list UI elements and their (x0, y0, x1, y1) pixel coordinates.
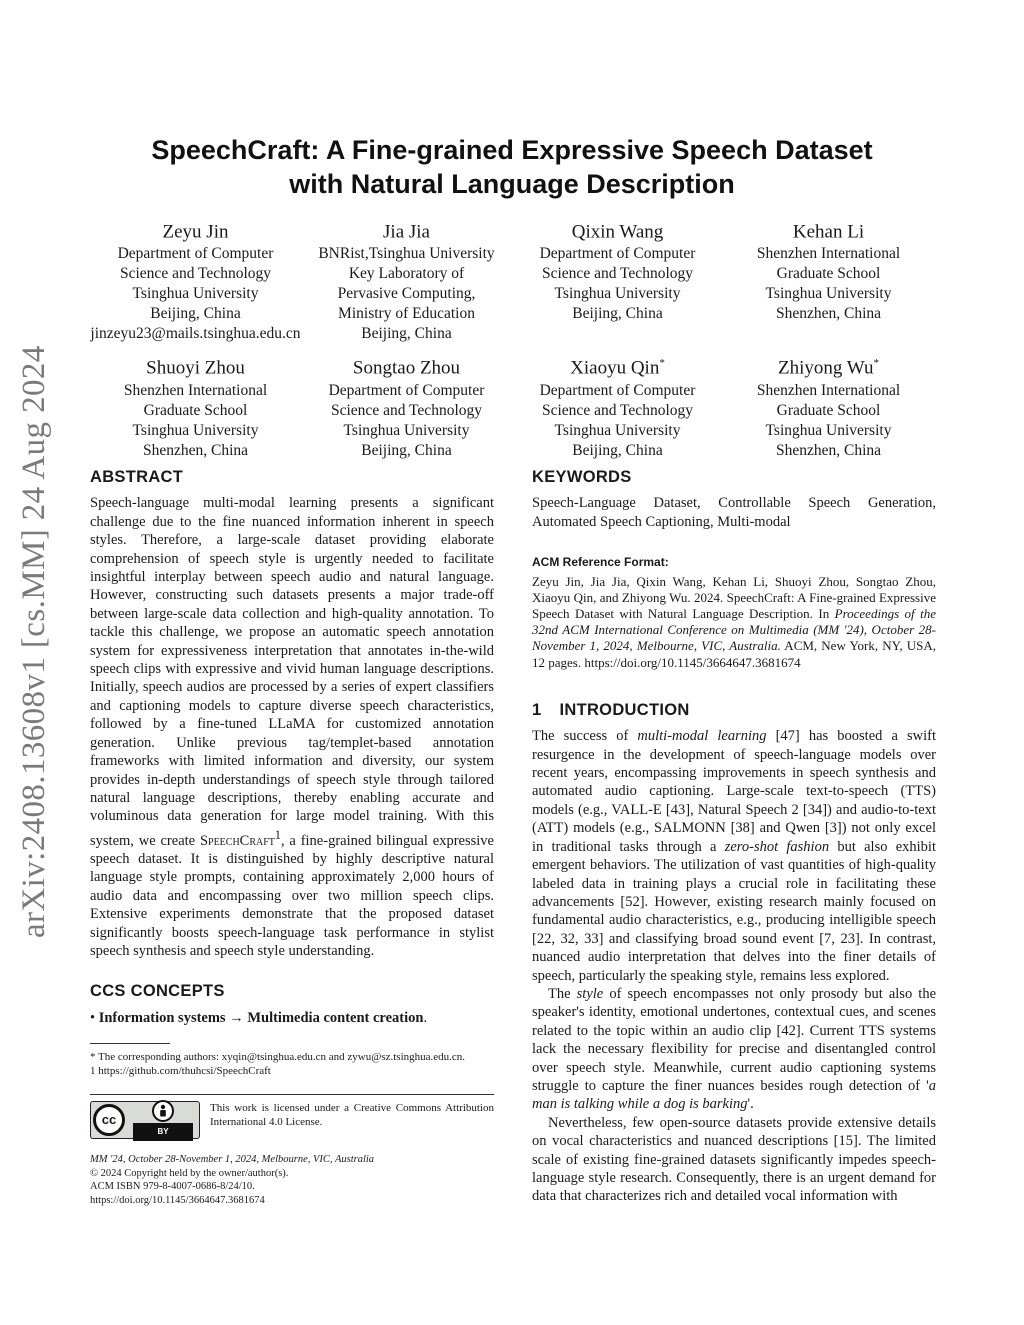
affiliation-line: Tsinghua University (343, 421, 470, 439)
dataset-name: SpeechCraft (199, 832, 275, 849)
affiliation-line: Shenzhen, China (775, 305, 882, 323)
affiliation-line: Department of Computer (539, 381, 696, 399)
abstract-heading: ABSTRACT (90, 468, 184, 486)
person-icon (152, 1100, 174, 1122)
affiliation-line: Beijing, China (361, 325, 452, 343)
affiliation-line: Tsinghua University (554, 285, 681, 303)
affiliation-line: Science and Technology (120, 265, 271, 283)
author (301, 352, 512, 460)
license-block (90, 1094, 494, 1139)
affiliation-line: BNRist,Tsinghua University (318, 245, 495, 263)
affiliation-line: Science and Technology (331, 401, 482, 419)
affiliation-line: Shenzhen International (123, 381, 268, 399)
affiliation-line: Shenzhen International (756, 381, 901, 399)
isbn: ACM ISBN 979-8-4007-0686-8/24/10. (90, 1181, 255, 1193)
affiliation-line: Tsinghua University (132, 285, 259, 303)
author-block (90, 216, 934, 461)
affiliation-line: Beijing, China (150, 305, 241, 323)
affiliation-line: Science and Technology (542, 265, 693, 283)
author-name: Qixin Wang (571, 221, 664, 243)
affiliation-line: Beijing, China (572, 305, 663, 323)
footnote-ref[interactable]: 1 (274, 827, 281, 842)
ccs-heading: CCS CONCEPTS (90, 982, 225, 1001)
affiliation-line: Graduate School (776, 265, 881, 283)
license-text: This work is licensed under a Creative Commons Attribution International 4.0 License. (210, 1102, 494, 1129)
author-name: Zeyu Jin (162, 221, 229, 243)
affiliation-line: Department of Computer (117, 245, 274, 263)
affiliation-line: Shenzhen, China (142, 441, 249, 459)
affiliation-line: Shenzhen International (756, 245, 901, 263)
author-name: Kehan Li (792, 221, 865, 243)
intro-paragraph-1: The success of multi-modal learning [47] has boosted a swift resurgence in the development of speech-language models over recent years, encompassing improvements in speech synthesis and automated audio captioning. Large-scale text-to-speech (TTS) models (e.g., VALL-E [43], Natural Speech 2 [34]) and audio-to-text (ATT) models (e.g., SALMONN [38] and Qwen [3]) not only excel in traditional tasks through a zero-shot fashion but also exhibit emergent behaviors. The utilization of vast quantities of high-quality labeled data in training plays a crucial role in facilitating these advancements [52]. However, existing research mainly focused on fundamental audio characteristics, e.g., producing intelligible speech [22, 32, 33] and classifying broad sound event [7, 23]. In contrast, nuanced audio interpretation that delves into the finer details of speech, particularly the speaking style, remains less explored. (532, 728, 937, 984)
author (90, 352, 301, 460)
keywords-text: Speech-Language Dataset, Controllable Speech Generation, Automated Speech Captioning, Multi-modal (532, 495, 936, 530)
affiliation-line: Tsinghua University (765, 285, 892, 303)
publication-info (90, 1153, 494, 1207)
author-name: Xiaoyu Qin (570, 357, 660, 379)
footnote-link[interactable]: 1 https://github.com/thuhcsi/SpeechCraft (90, 1065, 271, 1078)
paper-title (90, 133, 934, 201)
intro-paragraph-3: Nevertheless, few open-source datasets provide extensive details on vocal characteristics and nuanced descriptions [15]. The limited scale of existing fine-grained datasets significantly impedes speech-language style research. Consequently, there is an urgent demand for data that characterizes rich and detailed vocal information with (532, 1114, 936, 1205)
affiliation-line: Department of Computer (539, 245, 696, 263)
ccs-concept: • Information systems → Multimedia content creation. (90, 1009, 428, 1026)
arxiv-identifier: arXiv:2408.13608v1 [cs.MM] 24 Aug 2024 (16, 345, 52, 938)
author (512, 216, 723, 344)
affiliation-line: Science and Technology (542, 401, 693, 419)
acm-reference-text: Zeyu Jin, Jia Jia, Qixin Wang, Kehan Li, Shuoyi Zhou, Songtao Zhou, Xiaoyu Qin, and Zhiyong Wu. 2024. SpeechCraft: A Fine-grained Expressive Speech Dataset with Natural Language Description. In Proceedings of the 32nd ACM International Conference on Multimedia (MM '24), October 28-November 1, 2024, Melbourne, VIC, Australia. ACM, New York, NY, USA, 12 pages. https://doi.org/10.1145/3664647.3681674 (532, 573, 936, 670)
affiliation-line: Shenzhen, China (775, 441, 882, 459)
affiliation-line: Graduate School (143, 401, 248, 419)
footnote-rule (90, 1043, 170, 1044)
author (90, 216, 301, 344)
corresponding-mark: * (873, 357, 879, 370)
author (723, 216, 934, 344)
author-name: Songtao Zhou (352, 357, 461, 379)
affiliation-line: Key Laboratory of (348, 265, 465, 283)
author-row-2 (90, 352, 934, 460)
author (512, 352, 723, 460)
author-name: Jia Jia (383, 221, 430, 243)
affiliation-line: Tsinghua University (132, 421, 259, 439)
cc-by-badge[interactable] (90, 1101, 200, 1139)
footnote-corresponding: * The corresponding authors: xyqin@tsinghua.edu.cn and zywu@sz.tsinghua.edu.cn. (90, 1051, 466, 1064)
abstract-text: Speech-language multi-modal learning presents a significant challenge due to the fine nuanced information inherent in speech styles. Therefore, a large-scale dataset providing elaborate comprehension of speech style is urgently needed to facilitate insightful interplay between speech audio and natural language. However, constructing such datasets presents a major trade-off between large-scale data collection and high-quality annotation. To tackle this challenge, we propose an automatic speech annotation system for expressiveness interpretation that annotates in-the-wild speech clips with expressive and vivid human language descriptions. Initially, speech audios are processed by a series of expert classifiers and captioning models to capture diverse speech characteristics, followed by a fine-tuned LLaMA for customized annotation generation. Unlike previous tag/templet-based annotation frameworks with limited information and diversity, our system provides in-depth understandings of speech style through tailored natural language descriptions, thereby enabling accurate and voluminous data generation for large model training. With this system, we create SpeechCraft$^1$, a fine-grained bilingual expressive speech dataset. It is distinguished by highly descriptive natural language style prompts, containing approximately 2,000 hours of audio data and encompassing over two million speech clips. Extensive experiments demonstrate that the proposed dataset significantly boosts speech-language task performance in stylist speech synthesis and speech style understanding. (90, 495, 494, 959)
author-name: Zhiyong Wu (778, 357, 874, 379)
affiliation-line: Beijing, China (572, 441, 663, 459)
affiliation-line: Tsinghua University (554, 421, 681, 439)
affiliation-line: Department of Computer (328, 381, 485, 399)
title-line-2: with Natural Language Description (289, 169, 735, 199)
author-email[interactable]: jinzeyu23@mails.tsinghua.edu.cn (90, 325, 301, 343)
introduction-heading: 1 INTRODUCTION (532, 700, 690, 719)
affiliation-line: Pervasive Computing, (337, 285, 476, 303)
by-label: BY (133, 1123, 193, 1141)
intro-paragraph-2: The style of speech encompasses not only prosody but also the speaker's identity, emotional undertones, contextual cues, and scenes related to the topic within an audio clip [42]. Current TTS systems lack the necessary flexibility for precise and disentangled control over speech style. Meanwhile, current audio captioning systems struggle to capture the finer nuances besides rough detection of 'a man is talking while a dog is barking'. (532, 985, 937, 1113)
cc-icon: cc (93, 1104, 125, 1136)
venue: MM '24, October 28-November 1, 2024, Melbourne, VIC, Australia (90, 1154, 375, 1166)
copyright: © 2024 Copyright held by the owner/author(s). (90, 1167, 289, 1179)
keywords-heading: KEYWORDS (532, 468, 632, 486)
left-column (90, 468, 494, 1207)
affiliation-line: Ministry of Education (338, 305, 475, 323)
author (723, 352, 934, 460)
right-column (532, 468, 936, 1206)
acm-reference-label: ACM Reference Format: (532, 555, 669, 570)
author-name: Shuoyi Zhou (146, 357, 245, 379)
doi-link[interactable]: https://doi.org/10.1145/3664647.3681674 (90, 1194, 265, 1206)
affiliation-line: Tsinghua University (765, 421, 892, 439)
author (301, 216, 512, 344)
affiliation-line: Beijing, China (361, 441, 452, 459)
author-row-1 (90, 216, 934, 344)
corresponding-mark: * (659, 357, 665, 370)
affiliation-line: Graduate School (776, 401, 881, 419)
title-line-1: SpeechCraft: A Fine-grained Expressive Speech Dataset (151, 135, 873, 165)
